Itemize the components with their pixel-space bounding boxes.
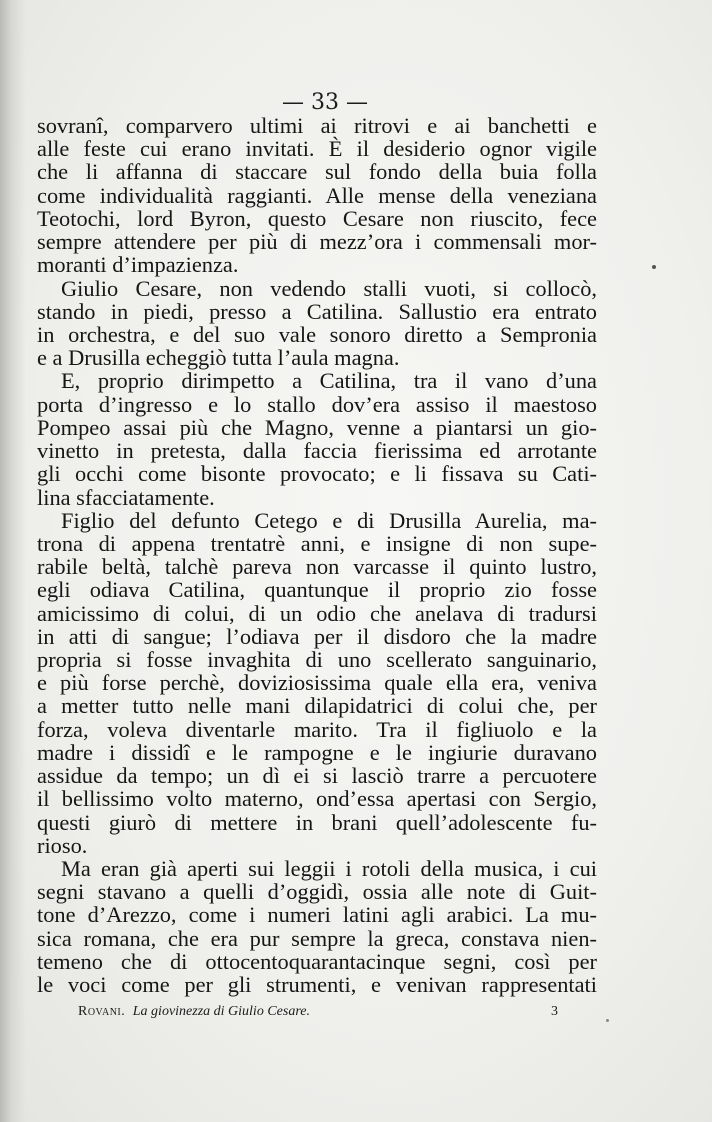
text-line: sovranî, comparvero ultimi ai ritrovi e ai banchetti e (37, 113, 597, 138)
text-line: forza, voleva diventarle marito. Tra il figliuolo e la (37, 716, 597, 742)
paragraph-1 (37, 114, 597, 277)
text-line: tone d’Arezzo, come i numeri latini agli arabici. La mu- (37, 902, 597, 928)
footer-author: Rovani. (78, 1004, 126, 1019)
running-footer (78, 1004, 558, 1024)
text-line: gli occhi come bisonte provocato; e li fissava su Cati- (37, 461, 597, 487)
text-line: rioso. (37, 832, 88, 858)
footer-book-title: La giovinezza di Giulio Cesare. (132, 1004, 310, 1019)
text-line: E, proprio dirimpetto a Catilina, tra il vano d’una (61, 368, 597, 394)
text-line: Giulio Cesare, non vedendo stalli vuoti, si collocò, (61, 275, 597, 301)
text-line: vinetto in pretesta, dalla faccia fierissima ed arrotante (37, 438, 597, 464)
text-line: sempre attendere per più di mezz’ora i commensali mor- (37, 229, 597, 255)
text-line: questi giurò di mettere in brani quell’adolescente fu- (37, 809, 597, 835)
paragraph-2 (37, 277, 597, 370)
text-line: porta d’ingresso e lo stallo dov’era assiso il maestoso (37, 391, 597, 417)
text-line: le voci come per gli strumenti, e venivan rappresentati (37, 972, 597, 998)
paragraph-5 (37, 857, 597, 996)
text-line: sica romana, che era pur sempre la greca, constava nien- (37, 925, 597, 951)
footer-sheet-number: 3 (551, 1004, 558, 1019)
text-line: rabile beltà, talchè pareva non varcasse il quinto lustro, (37, 554, 597, 580)
page-number: — 33 — (282, 90, 368, 115)
text-line: trona di appena trentatrè anni, e insigne di non supe- (37, 530, 597, 556)
text-line: propria si fosse invaghita di uno scellerato sanguinario, (37, 647, 597, 673)
text-line: madre i dissidî e le rampogne e le ingiurie duravano (37, 739, 597, 765)
text-line: amicissimo di colui, di un odio che anelava di tradursi (37, 600, 597, 626)
text-line: Pompeo assai più che Magno, venne a piantarsi un gio- (37, 414, 597, 440)
text-line: segni stavano a quelli d’oggidì, ossia alle note di Guit- (37, 879, 597, 905)
ink-speck (652, 265, 656, 269)
text-line: lina sfacciatamente. (37, 484, 215, 510)
text-line: in orchestra, e del suo vale sonoro diretto a Sempronia (37, 321, 597, 347)
ink-speck (606, 1019, 609, 1022)
text-line: alle feste cui erano invitati. È il desiderio ognor vigile (37, 136, 597, 162)
text-line: temeno che di ottocentoquarantacinque segni, così per (37, 948, 597, 974)
text-line: e più forse perchè, doviziosissima quale ella era, veniva (37, 670, 597, 696)
text-line: come individualità raggianti. Alle mense della veneziana (37, 182, 597, 208)
text-line: il bellissimo volto materno, ond’essa apertasi con Sergio, (37, 786, 597, 812)
text-line: moranti d’impazienza. (37, 252, 239, 278)
text-line: a metter tutto nelle mani dilapidatrici di colui che, per (37, 693, 597, 719)
text-line: egli odiava Catilina, quantunque il proprio zio fosse (37, 577, 597, 603)
text-line: assidue da tempo; un dì ei si lasciò trarre a percuotere (37, 763, 597, 789)
paragraph-4 (37, 509, 597, 857)
text-line: che li affanna di staccare sul fondo della buia folla (37, 159, 597, 185)
paragraph-3 (37, 369, 597, 508)
text-line: e a Drusilla echeggiò tutta l’aula magna. (37, 345, 400, 371)
text-line: Teotochi, lord Byron, questo Cesare non riuscito, fece (37, 205, 597, 231)
text-line: stando in piedi, presso a Catilina. Sallustio era entrato (37, 298, 597, 324)
body-text (37, 114, 597, 996)
text-line: Ma eran già aperti sui leggii i rotoli della musica, i cui (61, 856, 597, 881)
page-edge-shadow (0, 0, 26, 1122)
text-line: Figlio del defunto Cetego e di Drusilla Aurelia, ma- (61, 507, 597, 533)
text-line: in atti di sangue; l’odiava per il disdoro che la madre (37, 623, 597, 649)
